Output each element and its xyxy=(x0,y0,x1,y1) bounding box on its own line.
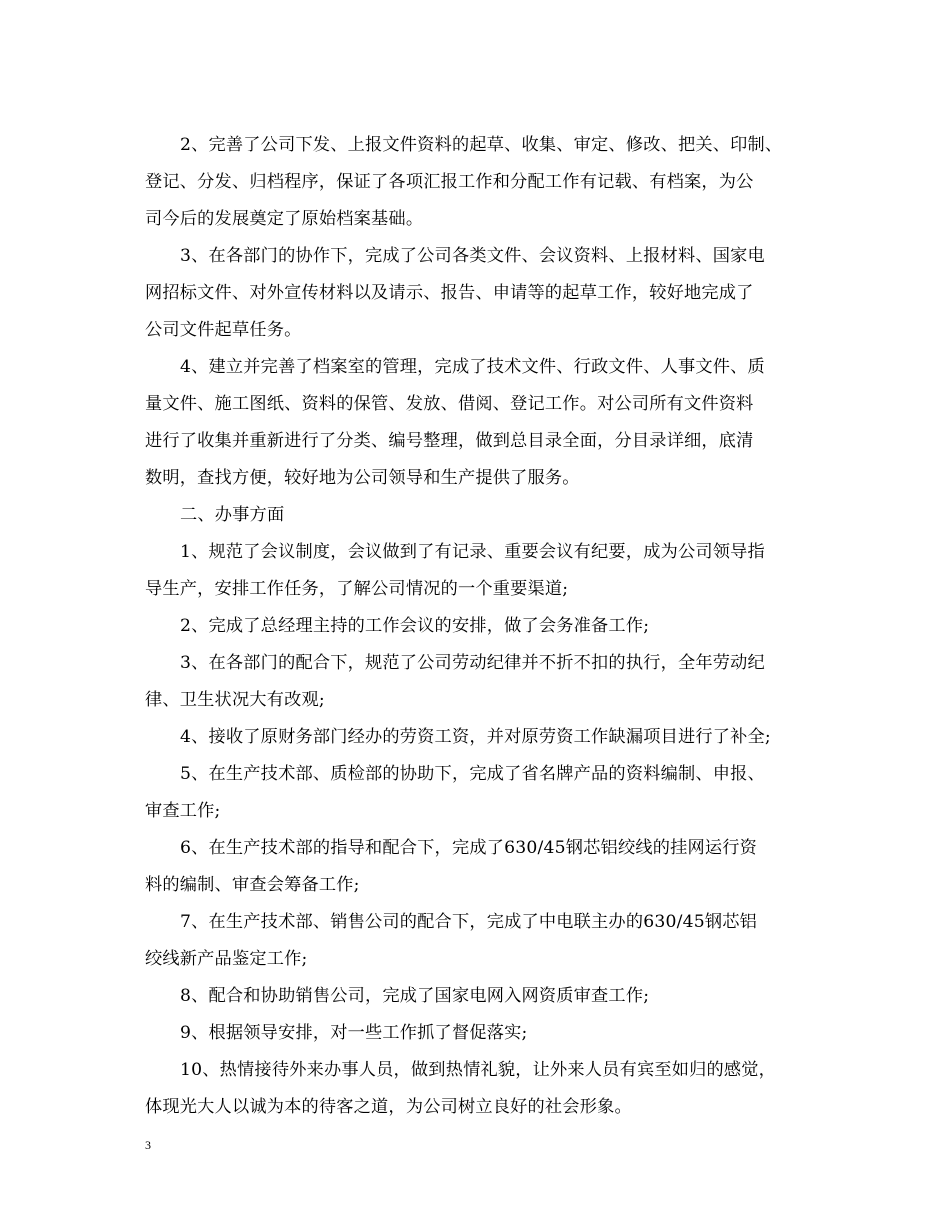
item-7-line-1: 7、在生产技术部、销售公司的配合下，完成了中电联主办的630/45钢芯铝 xyxy=(180,912,758,932)
paragraph-2-line-2: 登记、分发、归档程序，保证了各项汇报工作和分配工作有记载、有档案，为公 xyxy=(145,172,754,192)
paragraph-2-line-1: 2、完善了公司下发、上报文件资料的起草、收集、审定、修改、把关、印制、 xyxy=(180,135,783,155)
paragraph-3-line-2: 网招标文件、对外宣传材料以及请示、报告、申请等的起草工作，较好地完成了 xyxy=(145,283,754,303)
item-10-line-2: 体现光大人以诚为本的待客之道，为公司树立良好的社会形象。 xyxy=(145,1097,632,1117)
section-heading: 二、办事方面 xyxy=(180,505,285,525)
paragraph-4-line-4: 数明，查找方便，较好地为公司领导和生产提供了服务。 xyxy=(145,468,580,488)
item-3-line-2: 律、卫生状况大有改观; xyxy=(145,690,325,710)
paragraph-2-line-3: 司今后的发展奠定了原始档案基础。 xyxy=(145,209,424,229)
item-2-line-1: 2、完成了总经理主持的工作会议的安排，做了会务准备工作; xyxy=(180,616,650,636)
paragraph-3-line-1: 3、在各部门的协作下，完成了公司各类文件、会议资料、上报材料、国家电 xyxy=(180,246,765,266)
item-1-line-1: 1、规范了会议制度，会议做到了有记录、重要会议有纪要，成为公司领导指 xyxy=(180,542,765,562)
paragraph-4-line-1: 4、建立并完善了档案室的管理，完成了技术文件、行政文件、人事文件、质 xyxy=(180,357,765,377)
item-5-line-2: 审查工作; xyxy=(145,801,221,821)
item-8-line-1: 8、配合和协助销售公司，完成了国家电网入网资质审查工作; xyxy=(180,986,650,1006)
item-6-line-1: 6、在生产技术部的指导和配合下，完成了630/45钢芯铝绞线的挂网运行资 xyxy=(180,838,758,858)
item-3-line-1: 3、在各部门的配合下，规范了公司劳动纪律并不折不扣的执行，全年劳动纪 xyxy=(180,653,765,673)
paragraph-4-line-3: 进行了收集并重新进行了分类、编号整理，做到总目录全面，分目录详细，底清 xyxy=(145,431,754,451)
item-9-line-1: 9、根据领导安排，对一些工作抓了督促落实; xyxy=(180,1023,528,1043)
item-1-line-2: 导生产，安排工作任务，了解公司情况的一个重要渠道; xyxy=(145,579,569,599)
item-10-line-1: 10、热情接待外来办事人员，做到热情礼貌，让外来人员有宾至如归的感觉， xyxy=(180,1060,777,1080)
item-6-line-2: 料的编制、审查会筹备工作; xyxy=(145,875,360,895)
page-number: 3 xyxy=(145,1138,151,1152)
item-4-line-1: 4、接收了原财务部门经办的劳资工资，并对原劳资工作缺漏项目进行了补全; xyxy=(180,727,771,747)
item-7-line-2: 绞线新产品鉴定工作; xyxy=(145,949,308,969)
paragraph-3-line-3: 公司文件起草任务。 xyxy=(145,320,302,340)
paragraph-4-line-2: 量文件、施工图纸、资料的保管、发放、借阅、登记工作。对公司所有文件资料 xyxy=(145,394,754,414)
item-5-line-1: 5、在生产技术部、质检部的协助下，完成了省名牌产品的资料编制、申报、 xyxy=(180,764,765,784)
